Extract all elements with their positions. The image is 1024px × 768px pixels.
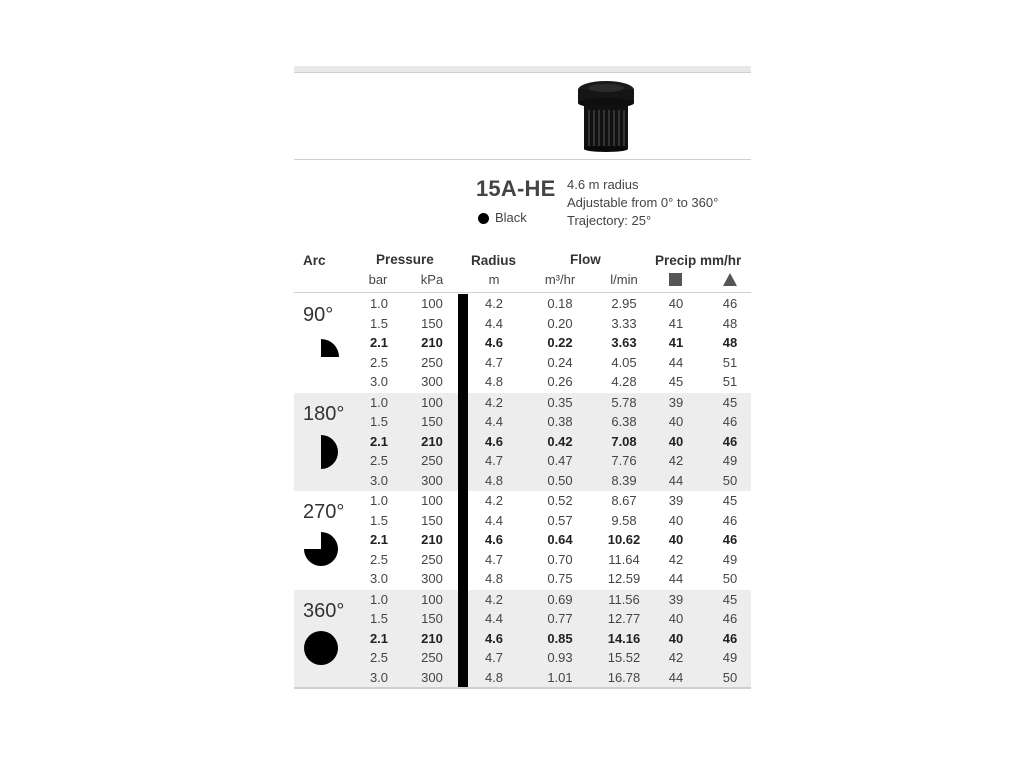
cell-precip-square: 40: [668, 532, 684, 548]
arc-label: 90°: [303, 304, 334, 326]
cell-precip-square: 44: [668, 472, 684, 488]
cell-flow-lmin: 8.39: [611, 472, 637, 488]
arc-group-block: [294, 393, 751, 492]
cell-flow-lmin: 10.62: [607, 532, 641, 548]
divider: [294, 72, 751, 73]
cell-flow-m3hr: 0.24: [547, 354, 573, 370]
cell-precip-square: 40: [668, 296, 684, 311]
cell-flow-m3hr: 0.57: [547, 512, 573, 528]
cell-bar: 3.0: [369, 374, 389, 390]
cell-flow-lmin: 3.33: [611, 315, 637, 331]
cell-flow-m3hr: 0.26: [547, 374, 573, 390]
cell-kpa: 210: [421, 335, 443, 351]
cell-bar: 1.5: [369, 512, 389, 528]
arc-label: 180°: [303, 402, 345, 425]
color-name: Black: [495, 210, 527, 225]
cell-precip-square: 41: [668, 315, 684, 331]
cell-precip-triangle: 46: [722, 433, 738, 449]
cell-radius: 4.6: [484, 630, 504, 646]
cell-precip-square: 40: [668, 433, 684, 449]
cell-radius: 4.4: [484, 611, 504, 627]
cell-flow-m3hr: 0.35: [547, 394, 573, 410]
cell-flow-lmin: 2.95: [611, 296, 637, 311]
cell-precip-square: 44: [668, 571, 684, 587]
cell-bar: 1.0: [369, 296, 389, 311]
cell-bar: 1.5: [369, 611, 389, 627]
subheader-bar: bar: [368, 272, 388, 287]
header-pressure: Pressure: [376, 252, 434, 267]
cell-kpa: 100: [421, 591, 443, 607]
cell-bar: 2.1: [369, 532, 389, 548]
cell-bar: 2.5: [369, 551, 389, 567]
cell-bar: 2.1: [369, 433, 389, 449]
cell-radius: 4.7: [484, 354, 504, 370]
cell-flow-lmin: 11.56: [608, 591, 640, 607]
cell-flow-m3hr: 0.50: [547, 472, 573, 488]
cell-bar: 2.5: [369, 453, 389, 469]
cell-flow-lmin: 11.64: [608, 551, 640, 567]
cell-flow-m3hr: 0.22: [547, 335, 573, 351]
cell-precip-square: 44: [668, 669, 684, 685]
cell-bar: 3.0: [369, 669, 389, 685]
cell-precip-triangle: 50: [722, 472, 738, 488]
subheader-kpa: kPa: [420, 272, 444, 287]
cell-radius: 4.8: [484, 472, 504, 488]
cell-kpa: 210: [421, 532, 443, 548]
cell-bar: 1.0: [369, 394, 389, 410]
cell-precip-triangle: 49: [722, 453, 738, 469]
cell-kpa: 100: [421, 394, 443, 410]
cell-precip-square: 40: [668, 512, 684, 528]
cell-kpa: 100: [421, 493, 443, 508]
cell-kpa: 250: [421, 453, 443, 469]
cell-precip-square: 41: [668, 335, 684, 351]
cell-precip-square: 40: [668, 611, 684, 627]
cell-precip-triangle: 46: [722, 532, 738, 548]
cell-flow-m3hr: 1.01: [547, 669, 573, 685]
half-circle-arc-icon: [320, 434, 340, 475]
square-spacing-icon: [669, 273, 682, 286]
cell-bar: 2.1: [369, 630, 389, 646]
cell-radius: 4.4: [484, 512, 504, 528]
cell-flow-lmin: 4.05: [611, 354, 637, 370]
cell-precip-square: 39: [668, 591, 684, 607]
cell-bar: 2.5: [369, 354, 389, 370]
cell-flow-m3hr: 0.20: [547, 315, 573, 331]
cell-radius: 4.2: [484, 493, 504, 508]
cell-precip-triangle: 48: [722, 335, 738, 351]
cell-bar: 2.5: [369, 650, 389, 666]
cell-kpa: 300: [421, 669, 443, 685]
cell-radius: 4.8: [484, 571, 504, 587]
subheader-m: m: [488, 272, 500, 287]
cell-precip-triangle: 45: [722, 394, 738, 410]
header-flow: Flow: [570, 252, 601, 267]
cell-bar: 1.5: [369, 315, 389, 331]
cell-radius: 4.6: [484, 433, 504, 449]
header-radius: Radius: [471, 253, 517, 268]
cell-precip-square: 45: [668, 374, 684, 390]
model-number: 15A-HE: [476, 176, 556, 201]
divider: [294, 292, 751, 293]
subheader-m3hr: m³/hr: [544, 272, 576, 287]
cell-flow-m3hr: 0.18: [547, 296, 573, 311]
cell-flow-lmin: 7.08: [611, 433, 637, 449]
cell-kpa: 300: [421, 472, 443, 488]
cell-kpa: 250: [421, 551, 443, 567]
full-circle-arc-icon: [303, 630, 339, 671]
color-swatch: [478, 213, 489, 224]
cell-flow-m3hr: 0.42: [547, 433, 573, 449]
cell-precip-triangle: 46: [722, 611, 738, 627]
arc-label: 270°: [303, 501, 345, 523]
cell-radius: 4.7: [484, 650, 504, 666]
subheader-lmin: l/min: [610, 272, 638, 287]
cell-kpa: 150: [421, 414, 443, 430]
cell-precip-square: 40: [668, 414, 684, 430]
cell-precip-square: 40: [668, 630, 684, 646]
cell-flow-lmin: 8.67: [611, 493, 637, 508]
nozzle-product-image: [577, 80, 635, 152]
cell-radius: 4.8: [484, 669, 504, 685]
cell-precip-square: 39: [668, 394, 684, 410]
quarter-circle-arc-icon: [320, 338, 340, 363]
cell-flow-m3hr: 0.69: [547, 591, 573, 607]
cell-flow-lmin: 7.76: [611, 453, 637, 469]
arc-group-block: [294, 590, 751, 689]
cell-flow-lmin: 6.38: [611, 414, 637, 430]
cell-radius: 4.2: [484, 394, 504, 410]
cell-flow-lmin: 16.78: [607, 669, 641, 685]
cell-radius: 4.2: [484, 591, 504, 607]
cell-flow-m3hr: 0.52: [547, 493, 573, 508]
cell-flow-m3hr: 0.47: [547, 453, 573, 469]
cell-kpa: 210: [421, 630, 443, 646]
cell-flow-m3hr: 0.70: [547, 551, 573, 567]
nozzle-spec-sheet: [294, 66, 751, 689]
arc-group-block: [294, 294, 751, 393]
cell-kpa: 300: [421, 374, 443, 390]
cell-flow-lmin: 12.59: [607, 571, 641, 587]
cell-flow-m3hr: 0.93: [547, 650, 573, 666]
cell-radius: 4.6: [484, 335, 504, 351]
cell-precip-triangle: 51: [722, 374, 738, 390]
cell-flow-lmin: 3.63: [611, 335, 637, 351]
header-arc: Arc: [303, 253, 326, 268]
cell-flow-lmin: 4.28: [611, 374, 637, 390]
cell-kpa: 210: [421, 433, 443, 449]
cell-kpa: 150: [421, 611, 443, 627]
cell-kpa: 300: [421, 571, 443, 587]
cell-precip-triangle: 45: [722, 591, 738, 607]
three-quarter-circle-arc-icon: [303, 531, 339, 572]
cell-bar: 2.1: [369, 335, 389, 351]
cell-kpa: 150: [421, 315, 443, 331]
cell-precip-triangle: 49: [722, 551, 738, 567]
spec-trajectory: Trajectory: 25°: [567, 213, 652, 228]
cell-kpa: 250: [421, 650, 443, 666]
cell-precip-triangle: 51: [722, 354, 738, 370]
spec-radius: 4.6 m radius: [567, 177, 639, 192]
cell-flow-m3hr: 0.64: [547, 532, 573, 548]
cell-flow-lmin: 12.77: [607, 611, 641, 627]
cell-bar: 3.0: [369, 472, 389, 488]
cell-radius: 4.6: [484, 532, 504, 548]
cell-bar: 1.5: [369, 414, 389, 430]
cell-precip-square: 42: [668, 551, 684, 567]
bottom-divider: [294, 687, 751, 689]
cell-precip-triangle: 46: [722, 296, 738, 311]
cell-radius: 4.8: [484, 374, 504, 390]
cell-precip-triangle: 49: [722, 650, 738, 666]
triangle-spacing-icon: [723, 273, 737, 286]
cell-precip-triangle: 46: [722, 630, 738, 646]
cell-precip-triangle: 46: [722, 512, 738, 528]
cell-precip-square: 42: [668, 453, 684, 469]
cell-precip-triangle: 50: [722, 571, 738, 587]
cell-precip-triangle: 46: [722, 414, 738, 430]
cell-precip-triangle: 48: [722, 315, 738, 331]
cell-radius: 4.4: [484, 414, 504, 430]
cell-radius: 4.2: [484, 296, 504, 311]
cell-flow-m3hr: 0.85: [547, 630, 573, 646]
cell-flow-lmin: 9.58: [611, 512, 637, 528]
cell-flow-m3hr: 0.77: [547, 611, 573, 627]
cell-kpa: 250: [421, 354, 443, 370]
divider: [294, 159, 751, 160]
cell-precip-triangle: 50: [722, 669, 738, 685]
cell-bar: 3.0: [369, 571, 389, 587]
cell-radius: 4.7: [484, 453, 504, 469]
cell-precip-square: 44: [668, 354, 684, 370]
spec-arc-range: Adjustable from 0° to 360°: [567, 195, 719, 210]
cell-radius: 4.7: [484, 551, 504, 567]
cell-bar: 1.0: [369, 591, 389, 607]
header-precip: Precip mm/hr: [655, 253, 742, 268]
arc-group-block: [294, 491, 751, 590]
cell-flow-m3hr: 0.75: [547, 571, 573, 587]
cell-kpa: 100: [421, 296, 443, 311]
arc-label: 360°: [303, 599, 345, 622]
cell-flow-lmin: 5.78: [611, 394, 637, 410]
cell-flow-lmin: 15.52: [607, 650, 641, 666]
column-separator-bar: [458, 294, 468, 687]
cell-precip-square: 42: [668, 650, 684, 666]
cell-precip-square: 39: [668, 493, 684, 508]
cell-flow-m3hr: 0.38: [547, 414, 573, 430]
cell-precip-triangle: 45: [722, 493, 738, 508]
cell-flow-lmin: 14.16: [607, 630, 641, 646]
cell-kpa: 150: [421, 512, 443, 528]
cell-bar: 1.0: [369, 493, 389, 508]
cell-radius: 4.4: [484, 315, 504, 331]
